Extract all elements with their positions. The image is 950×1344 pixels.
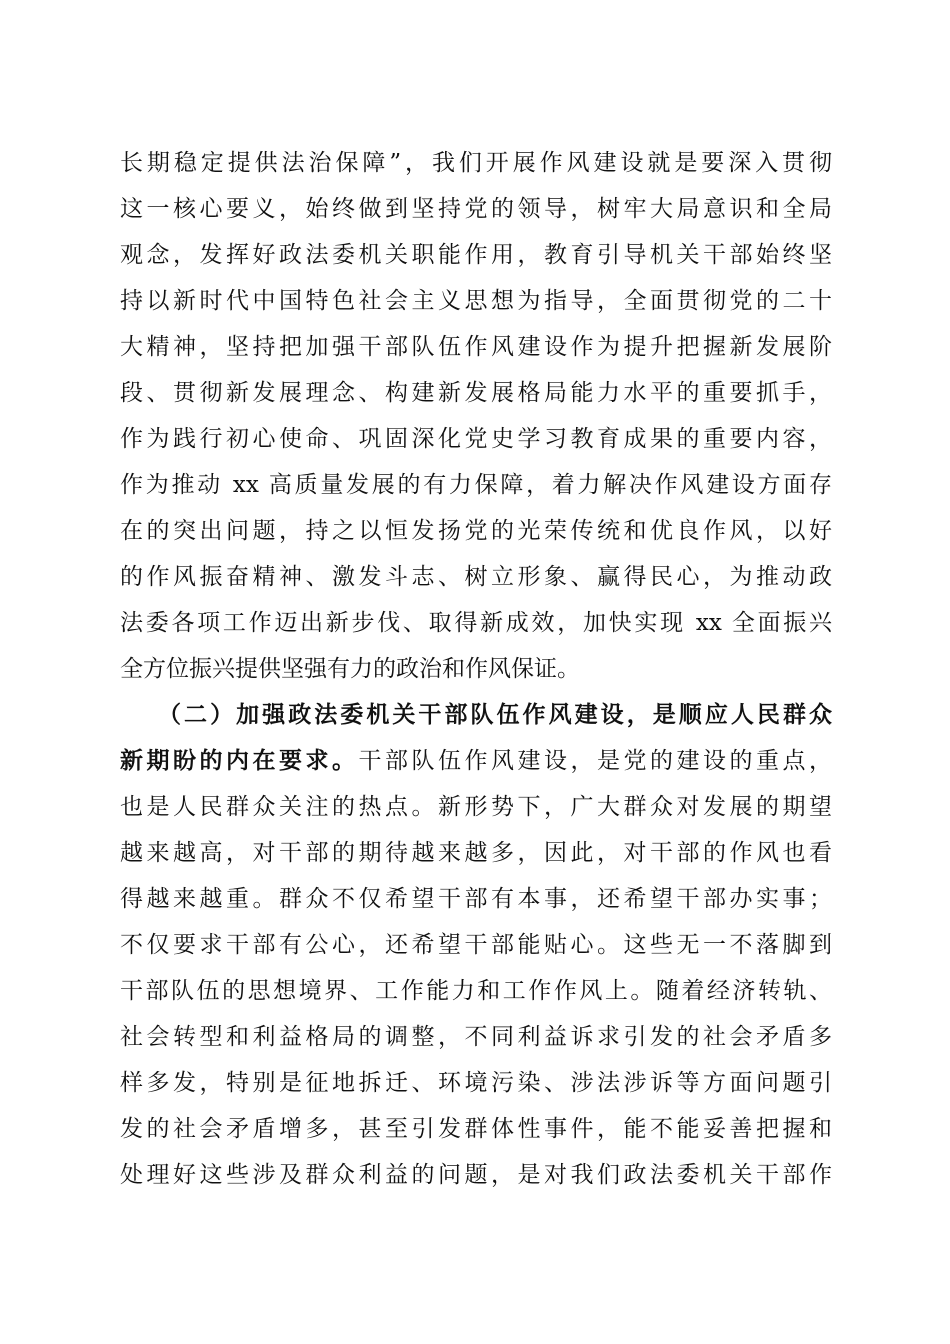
text-line: 观念，发挥好政法委机关职能作用，教育引导机关干部始终坚 <box>120 242 832 268</box>
document-body <box>120 140 832 1198</box>
text-line: 得越来越重。群众不仅希望干部有本事，还希望干部办实事； <box>120 886 832 912</box>
text-line: 发的社会矛盾增多，甚至引发群体性事件，能不能妥善把握和 <box>120 1116 832 1142</box>
text-line: 作为践行初心使命、巩固深化党史学习教育成果的重要内容， <box>120 426 832 452</box>
text-line: 作为推动 xx 高质量发展的有力保障，着力解决作风建设方面存 <box>120 472 832 498</box>
text-span: 干部队伍作风建设，是党的建设的重点， <box>358 748 832 774</box>
text-line: 这一核心要义，始终做到坚持党的领导，树牢大局意识和全局 <box>120 196 832 222</box>
text-line: 在的突出问题，持之以恒发扬党的光荣传统和优良作风，以好 <box>120 518 832 544</box>
text-line: 不仅要求干部有公心，还希望干部能贴心。这些无一不落脚到 <box>120 932 832 958</box>
text-line: 社会转型和利益格局的调整，不同利益诉求引发的社会矛盾多 <box>120 1024 832 1050</box>
text-line: 干部队伍的思想境界、工作能力和工作作风上。随着经济转轨、 <box>120 978 832 1004</box>
text-line: 处理好这些涉及群众利益的问题，是对我们政法委机关干部作 <box>120 1162 832 1188</box>
paragraph-1 <box>120 140 832 692</box>
text-line: 大精神，坚持把加强干部队伍作风建设作为提升把握新发展阶 <box>120 334 832 360</box>
text-line: 持以新时代中国特色社会主义思想为指导，全面贯彻党的二十 <box>120 288 832 314</box>
text-line: 也是人民群众关注的热点。新形势下，广大群众对发展的期望 <box>120 794 832 820</box>
paragraph-2 <box>120 692 832 1198</box>
text-line: 样多发，特别是征地拆迁、环境污染、涉法涉诉等方面问题引 <box>120 1070 832 1096</box>
section-heading-tail: 新期盼的内在要求。 <box>120 747 359 774</box>
text-line: 全方位振兴提供坚强有力的政治和作风保证。 <box>120 656 580 682</box>
text-line: 越来越高，对干部的期待越来越多，因此，对干部的作风也看 <box>120 840 832 866</box>
text-line: 法委各项工作迈出新步伐、取得新成效，加快实现 xx 全面振兴 <box>120 610 832 636</box>
text-line <box>120 738 832 784</box>
text-line: 长期稳定提供法治保障”，我们开展作风建设就是要深入贯彻 <box>120 150 832 176</box>
text-line: 的作风振奋精神、激发斗志、树立形象、赢得民心，为推动政 <box>120 564 832 590</box>
text-line: 段、贯彻新发展理念、构建新发展格局能力水平的重要抓手， <box>120 380 832 406</box>
section-heading-line: （二）加强政法委机关干部队伍作风建设，是顺应人民群众 <box>158 701 832 728</box>
